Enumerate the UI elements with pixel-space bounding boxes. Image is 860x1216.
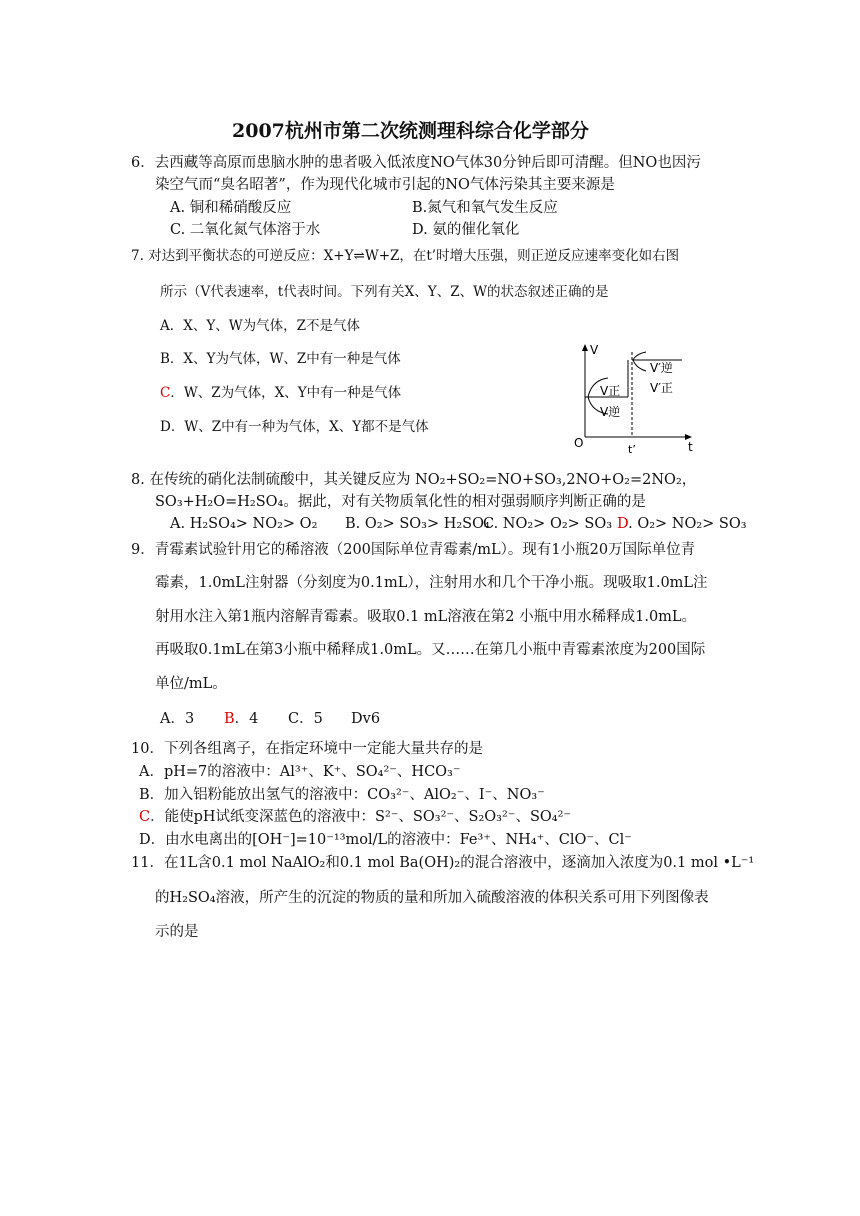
q11-stem-line1: 11．在1L含0.1 mol NaAlO₂和0.1 mol Ba(OH)₂的混合溶液中，逐滴加入浓度为0.1 mol •L⁻¹ — [131, 855, 755, 871]
q9-option-c: C．5 — [288, 711, 323, 727]
v-zheng-prime-curve — [633, 352, 646, 360]
v-zheng-label: V正 — [600, 384, 621, 398]
q9-stem-line1: 9．青霉素试验针用它的稀溶液（200国际单位青霉素/mL）。现有1小瓶20万国际单位青 — [131, 542, 696, 558]
q9-answer-letter: B — [224, 711, 235, 727]
q10-option-a: A．pH=7的溶液中：Al³⁺、K⁺、SO₄²⁻、HCO₃⁻ — [139, 764, 461, 780]
v-zheng-prime-label: V′正 — [650, 381, 673, 395]
y-axis-label: V — [590, 343, 599, 357]
q6-stem-line1: 6．去西藏等高原而患脑水肿的患者吸入低浓度NO气体30分钟后即可清醒。但NO也因污 — [131, 155, 701, 171]
rate-time-graph — [570, 340, 700, 455]
q8-stem-line1: 8. 在传统的硝化法制硫酸中，其关键反应为 NO₂+SO₂=NO+SO₃,2NO+O₂=2NO₂， — [131, 472, 697, 488]
q9-option-a: A．3 — [160, 711, 195, 727]
v-ni-label: V逆 — [600, 405, 621, 419]
q10-option-c: C．能使pH试纸变深蓝色的溶液中：S²⁻、SO₃²⁻、S₂O₃²⁻、SO₄²⁻ — [139, 809, 572, 825]
q8-stem-line2: SO₃+H₂O=H₂SO₄。据此，对有关物质氧化性的相对强弱顺序判断正确的是 — [155, 494, 646, 510]
q9-option-d: Dv6 — [351, 711, 381, 727]
q7-option-d: D．W、Z中有一种为气体，X、Y都不是气体 — [160, 419, 429, 435]
q9-stem-line2: 霉素，1.0mL注射器（分刻度为0.1mL），注射用水和几个干净小瓶。现吸取1.0mL注 — [155, 575, 708, 591]
q8-option-d: D. O₂> NO₂> SO₃ — [617, 516, 747, 532]
q9-option-b: B．4 — [224, 711, 259, 727]
q10-stem: 10．下列各组离子，在指定环境中一定能大量共存的是 — [131, 741, 483, 757]
q6-option-c: C. 二氧化氮气体溶于水 — [170, 222, 321, 238]
q6-option-a: A. 铜和稀硝酸反应 — [170, 200, 292, 216]
v-ni-prime-curve — [633, 360, 646, 371]
q7-option-b: B．X、Y为气体，W、Z中有一种是气体 — [160, 351, 401, 367]
q10-option-d: D．由水电离出的[OH⁻]=10⁻¹³mol/L的溶液中：Fe³⁺、NH₄⁺、ClO⁻、Cl⁻ — [139, 832, 632, 848]
q7-answer-letter: C — [160, 385, 171, 401]
q8-answer-letter: D — [617, 516, 629, 532]
q7-stem-line2: 所示（V代表速率，t代表时间。下列有关X、Y、Z、W的状态叙述正确的是 — [160, 284, 609, 300]
q10-option-b: B．加入铝粉能放出氢气的溶液中：CO₃²⁻、AlO₂⁻、I⁻、NO₃⁻ — [139, 787, 545, 803]
q9-stem-line4: 再吸取0.1mL在第3小瓶中稀释成1.0mL。又……在第几小瓶中青霉素浓度为200国际 — [155, 642, 706, 658]
page-title: 2007杭州市第二次统测理科综合化学部分 — [232, 120, 589, 142]
q8-option-a: A. H₂SO₄> NO₂> O₂ — [170, 516, 318, 532]
q8-option-b: B. O₂> SO₃> H₂SO₄ — [345, 516, 490, 532]
t-prime-label: t’ — [628, 443, 636, 455]
q9-stem-line5: 单位/mL。 — [155, 676, 227, 692]
q7-option-c: C．W、Z为气体，X、Y中有一种是气体 — [160, 385, 402, 401]
q9-stem-line3: 射用水注入第1瓶内溶解青霉素。吸取0.1 mL溶液在第2 小瓶中用水稀释成1.0mL。 — [155, 609, 697, 625]
q6-option-b: B.氮气和氧气发生反应 — [412, 200, 558, 216]
x-axis-label: t — [688, 440, 693, 454]
q11-stem-line2: 的H₂SO₄溶液，所产生的沉淀的物质的量和所加入硫酸溶液的体积关系可用下列图像表 — [155, 890, 709, 906]
q6-option-d: D. 氨的催化氧化 — [412, 222, 520, 238]
q8-option-c: C. NO₂> O₂> SO₃ — [483, 516, 613, 532]
origin-label: O — [574, 436, 584, 450]
q11-stem-line3: 示的是 — [155, 924, 199, 940]
q6-stem-line2: 染空气而“臭名昭著”，作为现代化城市引起的NO气体污染其主要来源是 — [155, 177, 615, 193]
q7-option-a: A．X、Y、W为气体，Z不是气体 — [160, 318, 361, 334]
v-ni-prime-label: V′逆 — [650, 361, 673, 375]
q10-answer-letter: C — [139, 809, 151, 825]
q7-stem-line1: 7. 对达到平衡状态的可逆反应：X+Y⇌W+Z，在t’时增大压强，则正逆反应速率变化如右图 — [131, 248, 680, 264]
y-axis-arrow-icon — [582, 344, 588, 351]
